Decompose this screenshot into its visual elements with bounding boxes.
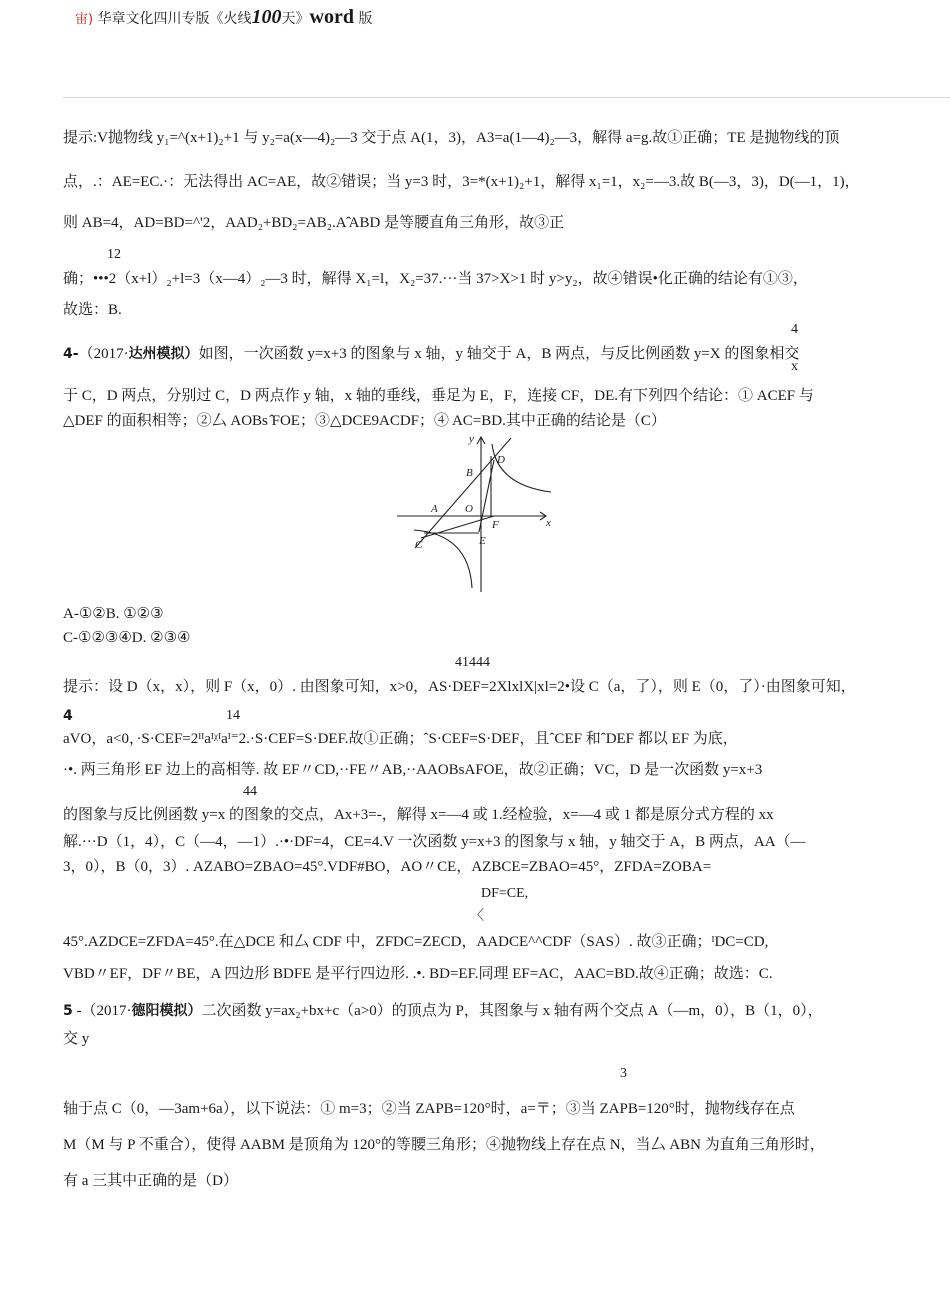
q4-source-a: （2017· xyxy=(78,346,129,362)
label-e: E xyxy=(479,535,486,547)
question-4-line-2: 于 C，D 两点，分别过 C，D 两点作 y 轴，x 轴的垂线，垂足为 E，F，连接 CF，DE.有下列四个结论：① ACEF 与 xyxy=(63,388,814,404)
fraction-41444: 41444 xyxy=(455,655,490,670)
question-5-line-5: 有 a 三其中正确的是（D） xyxy=(63,1173,238,1189)
question-5-line-4: M（M 与 P 不重合），使得 AABM 是顶角为 120°的等腰三角形；④抛物线上存在点 N，当厶 ABN 为直角三角形时， xyxy=(63,1137,825,1153)
label-c: C xyxy=(415,539,423,551)
q4-text: 如图，一次函数 y=x+3 的图象与 x 轴，y 轴交于 A，B 两点，与反比例函数 y=X 的图象相交 xyxy=(198,346,800,362)
question-5-line-2: 交 y xyxy=(63,1031,90,1047)
hint-line-5: 故选：B. xyxy=(63,302,122,318)
fraction-44: 44 xyxy=(243,784,257,799)
solution-line-3: ·•. 两三角形 EF 边上的高相等. 故 EF〃CD,··FE〃AB,··AAOBsAFOE，故②正确；VC，D 是一次函数 y=x+3 xyxy=(63,762,763,778)
fraction-12: 12 xyxy=(107,247,121,262)
fraction-3: 3 xyxy=(620,1066,627,1081)
system-df-ce: DF=CE, xyxy=(481,886,529,901)
hint-line-1: 提示:V抛物线 y₁=^(x+1)₂+1 与 y₂=a(x—4)₂—3 交于点 A(1，3)，A3=a(1—4)₂—3，解得 a=g.故①正确；TE 是抛物线的顶 xyxy=(63,130,840,146)
q4-number: 4- xyxy=(63,346,79,362)
solution-line-8: VBD〃EF，DF〃BE，A 四边形 BDFE 是平行四边形. .•. BD=EF.同理 EF=AC，AAC=BD.故④正确；故选：C. xyxy=(63,966,773,982)
label-b: B xyxy=(466,467,473,479)
label-f: F xyxy=(492,519,499,531)
hyperbola-branch-1 xyxy=(492,444,551,492)
hint-line-2: 点，.：AE=EC.·：无法得出 AC=AE，故②错误；当 y=3 时，3=*(x+1)₂+1，解得 x₁=1，x₂=—3.故 B(—3，3)，D(—1，1)， xyxy=(63,174,860,190)
header-days: 天》 xyxy=(281,11,310,27)
solution-line-4: 的图象与反比例函数 y=x 的图象的交点，Ax+3=-，解得 x=—4 或 1.经检验，x=—4 或 1 都是原分式方程的 xx xyxy=(63,807,774,823)
label-a: A xyxy=(431,503,438,515)
q5-source-a: -（2017· xyxy=(76,1003,132,1019)
question-4-line-3: △DEF 的面积相等；②厶 AOBs ̂FOE；③△DCE9ACDF；④ AC=BD.其中正确的结论是（C） xyxy=(63,413,666,429)
solution-line-2: aVO，a<0，·S·CEF=2ᴵᴵaᴵᵡᴵaᴵ⁼2.·S·CEF=S·DEF.故①正确；ˆS·CEF=S·DEF，且ˆCEF 和ˆDEF 都以 EF 为底， xyxy=(63,731,738,747)
q5-source-b: 德阳模拟） xyxy=(131,1003,202,1019)
q5-text: 二次函数 y=ax₂+bx+c（a>0）的顶点为 P，其图象与 x 轴有两个交点 A（—m，0），B（1，0）， xyxy=(201,1003,823,1019)
question-4-line-1 xyxy=(63,342,799,363)
header-divider xyxy=(63,97,950,98)
hint-line-3: 则 AB=4，AD=BD=^'2，AAD₂+BD₂=AB₂.A ̂ABD 是等腰直角三角形，故③正 xyxy=(63,215,565,231)
solution-line-5: 解.···D（1，4），C（—4，—1）.·•·DF=4，CE=4.V 一次函数 y=x+3 的图象与 x 轴，y 轴交于 A，B 两点，AA（— xyxy=(63,834,806,850)
label-y: y xyxy=(469,433,474,445)
question-5-line-3: 轴于点 C（0，—3am+6a），以下说法：① m=3；②当 ZAPB=120°时，a=〒；③当 ZAPB=120°时，抛物线存在点 xyxy=(63,1101,795,1117)
q4-source-b: 达州模拟） xyxy=(128,346,199,362)
options-line-2: C-①②③④D. ②③④ xyxy=(63,630,191,646)
solution-line-7: 45°.AZDCE=ZFDA=45°.在△DCE 和厶 CDF 中，ZFDC=ZECD，AADCE^^CDF（SAS）. 故③正确；ᴵDC=CD, xyxy=(63,934,769,950)
solution-line-1: 提示：设 D（x，x），则 F（x，0）. 由图象可知，x>0，AS·DEF=2XlxlX|xl=2•设 C（a，了），则 E（0，了）·由图象可知， xyxy=(63,679,856,695)
question-5-line-1 xyxy=(63,999,823,1020)
hint-line-4: 确；•••2（x+l）₂+l=3（x—4）₂—3 时，解得 X₁=l，X₂=37.···当 37>X>1 时 y>y₂，故④错误•化正确的结论有①③， xyxy=(63,271,808,287)
label-d: D xyxy=(497,454,505,466)
options-line-1: A-①②B. ①②③ xyxy=(63,606,164,622)
system-brace: 〈 xyxy=(470,909,484,924)
q5-number: 5 xyxy=(63,1003,73,1019)
page-header xyxy=(75,6,372,29)
fraction-14: 14 xyxy=(226,708,240,723)
function-graph xyxy=(393,430,559,596)
q4-fraction-num: 4 xyxy=(791,322,798,337)
publisher-text: 华章文化四川专版《火线 xyxy=(97,11,252,27)
header-edition: 版 xyxy=(358,11,373,27)
q4-fraction-den: x xyxy=(791,359,798,374)
label-o: O xyxy=(465,503,473,515)
brand-mark: 宙) xyxy=(75,12,94,27)
bold-4: 4 xyxy=(63,708,73,724)
label-x: x xyxy=(546,517,551,529)
header-word: word xyxy=(309,6,354,28)
header-hundred: 100 xyxy=(251,6,282,28)
solution-line-6: 3，0），B（0，3）. AZABO=ZBAO=45°.VDF#BO，AO〃CE，AZBCE=ZBAO=45°，ZFDA=ZOBA= xyxy=(63,859,712,875)
